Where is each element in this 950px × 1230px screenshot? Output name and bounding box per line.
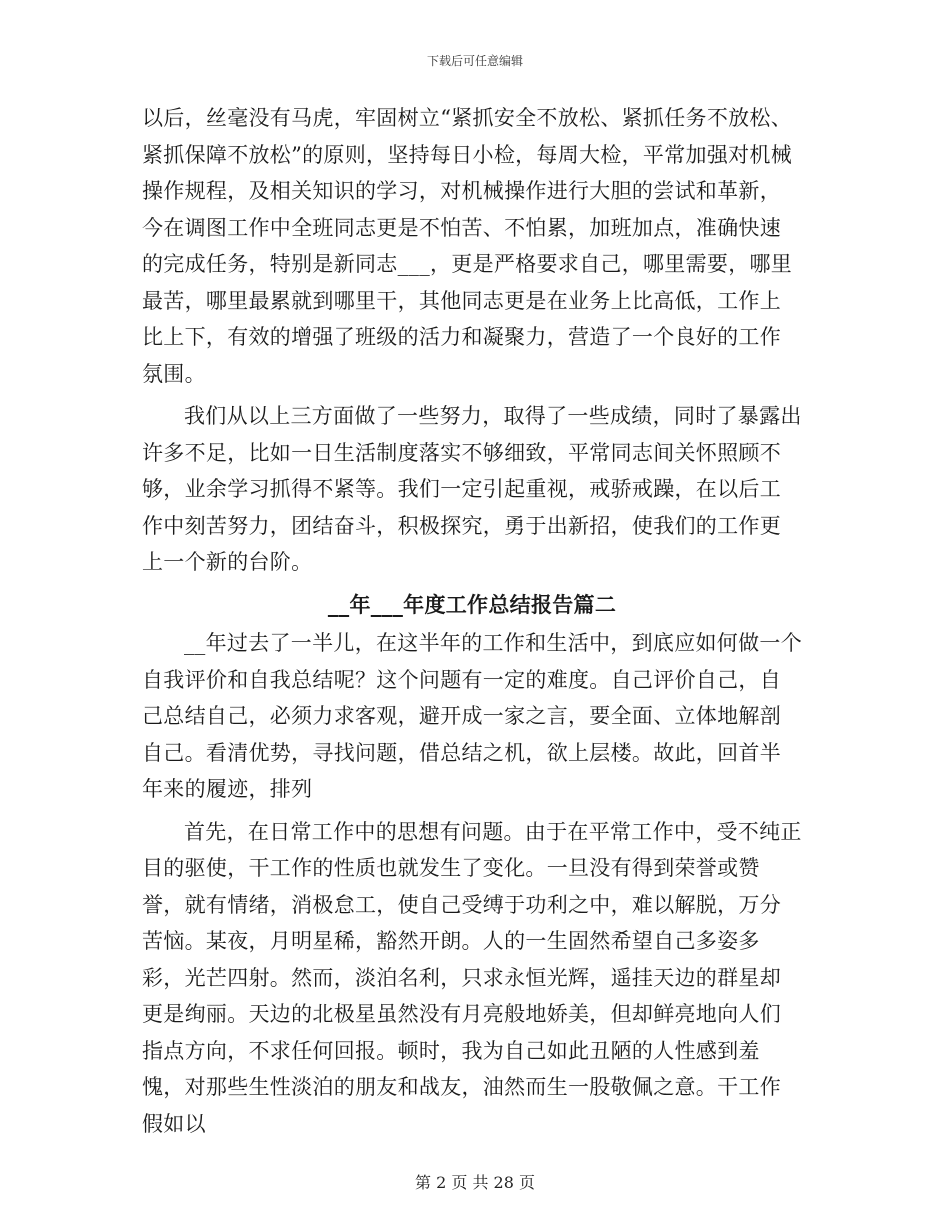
document-body <box>142 100 802 1148</box>
page-header: 下载后可任意编辑 <box>426 54 523 68</box>
section-title: __年___年度工作总结报告篇二 <box>327 591 617 617</box>
paragraph-continuation: 以后，丝毫没有马虎，牢固树立“紧抓安全不放松、紧抓任务不放松、紧抓保障不放松”的原则，坚持每日小检，每周大检，平常加强对机械操作规程，及相关知识的学习，对机械操作进行大胆的尝试和革新，今在调图工作中全班同志更是不怕苦、不怕累，加班加点，准确快速的完成任务，特别是新同志___，更是严格要求自己，哪里需要，哪里最苦，哪里最累就到哪里干，其他同志更是在业务上比高低，工作上比上下，有效的增强了班级的活力和凝聚力，营造了一个良好的工作氛围。 <box>142 106 793 386</box>
paragraph-intro: __年过去了一半儿，在这半年的工作和生活中，到底应如何做一个自我评价和自我总结呢？这个问题有一定的难度。自己评价自己，自己总结自己，必须力求客观，避开成一家之言，要全面、立体地解剖自己。看清优势，寻找问题，借总结之机，欲上层楼。故此，回首半年来的履迹，排列 <box>142 631 802 801</box>
paragraph-summary: 我们从以上三方面做了一些努力，取得了一些成绩，同时了暴露出许多不足，比如一日生活制度落实不够细致，平常同志间关怀照顾不够，业余学习抓得不紧等。我们一定引起重视，戒骄戒躁，在以后工作中刻苦努力，团结奋斗，积极探究，勇于出新招，使我们的工作更上一个新的台阶。 <box>142 404 802 574</box>
paragraph-first-point: 首先，在日常工作中的思想有问题。由于在平常工作中，受不纯正目的驱使，干工作的性质也就发生了变化。一旦没有得到荣誉或赞誉，就有情绪，消极怠工，使自己受缚于功利之中，难以解脱，万分苦恼。某夜，月明星稀，豁然开朗。人的一生固然希望自己多姿多彩，光芒四射。然而，淡泊名利，只求永恒光辉，遥挂天边的群星却更是绚丽。天边的北极星虽然没有月亮般地娇美，但却鲜亮地向人们指点方向，不求任何回报。顿时，我为自己如此丑陋的人性感到羞愧，对那些生性淡泊的朋友和战友，油然而生一股敬佩之意。干工作假如以 <box>142 819 802 1136</box>
page-footer: 第 2 页 共 28 页 <box>415 1173 535 1192</box>
